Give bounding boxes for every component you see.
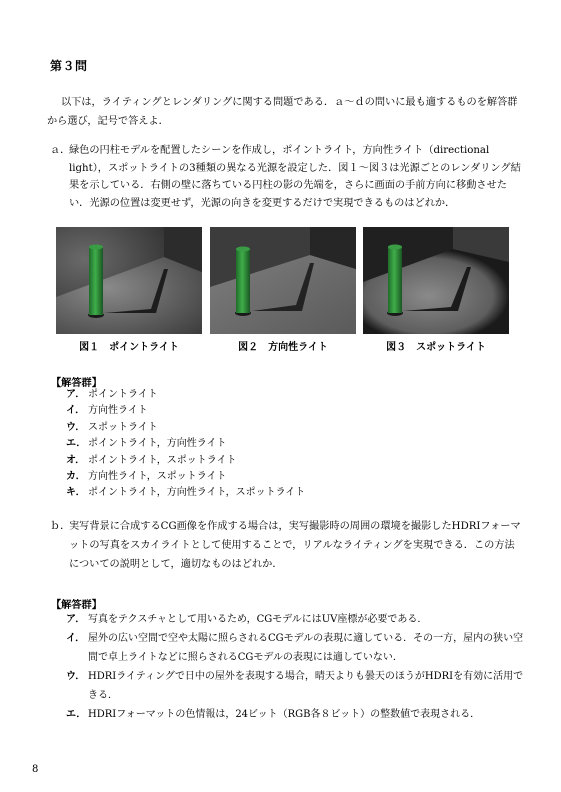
- answer-text: ポイントライト: [88, 389, 158, 400]
- answer-text: ポイントライト，方向性ライト: [88, 438, 227, 450]
- question-a: [50, 142, 522, 212]
- answer-key: エ．: [66, 438, 87, 450]
- answer-option: [66, 453, 305, 469]
- answer-option: [66, 436, 305, 452]
- figure-2-image: [210, 227, 356, 334]
- figure-3-caption: 図３ スポットライト: [386, 342, 486, 353]
- figure-1-caption: 図１ ポイントライト: [79, 342, 179, 353]
- answer-option: [66, 420, 305, 436]
- question-b-text: 実写背景に合成するCG画像を作成する場合は，実写撮影時の周囲の環境を撮影したHDRIフォーマットの写真をスカイライトとして使用することで，リアルなライティングを実現できる．この方法についての説明として，適切なものはどれか．: [69, 521, 521, 570]
- answer-key: ア．: [66, 389, 86, 400]
- answer-key: ウ．: [66, 421, 86, 433]
- answer-group-b: [66, 610, 526, 724]
- answer-option: [66, 629, 526, 667]
- answer-key: ウ．: [66, 671, 86, 682]
- question-b-label: ｂ．: [50, 521, 71, 532]
- question-a-text: 緑色の円柱モデルを配置したシーンを作成し，ポイントライト，方向性ライト（directional light），スポットライトの3種類の異なる光源を設定した．図１～図３は光源ごとのレンダリング結果を示している．右側の壁に落ちている円柱の影の先端を，さらに画面の手前方向に移動させたい．光源の位置は変更せず，光源の向きを変更するだけで実現できるものはどれか．: [69, 145, 521, 209]
- answer-text: 屋外の広い空間で空や太陽に照らされるCGモデルの表現に適している．その一方，屋内の狭い空間で卓上ライトなどに照らされるCGモデルの表現には適していない．: [88, 633, 524, 663]
- answer-key: キ．: [66, 487, 86, 499]
- answer-key: ア．: [66, 614, 86, 625]
- answer-text: 方向性ライト，スポットライト: [88, 471, 227, 483]
- question-a-label: ａ．: [50, 145, 71, 156]
- answer-text: HDRIライティングで日中の屋外を表現する場合，晴天よりも曇天のほうがHDRIを有効に活用できる．: [88, 671, 524, 701]
- answer-option: [66, 387, 305, 403]
- page-number: 8: [32, 764, 39, 775]
- answer-text: 写真をテクスチャとして用いるため，CGモデルにはUV座標が必要である．: [88, 614, 428, 625]
- figure-3-image: [363, 227, 509, 334]
- answer-text: 方向性ライト: [88, 405, 148, 417]
- answer-key: カ．: [66, 471, 86, 483]
- question-heading: 第３問: [50, 59, 88, 73]
- figure-1-image: [56, 227, 202, 334]
- answer-key: イ．: [66, 633, 86, 644]
- answer-text: ポイントライト，スポットライト: [88, 454, 237, 466]
- answer-option: [66, 469, 305, 485]
- answer-group-a: [66, 387, 305, 502]
- answer-group-a-heading: 【解答群】: [51, 377, 102, 389]
- figure-2-caption: 図２ 方向性ライト: [238, 342, 328, 353]
- answer-key: エ．: [66, 709, 87, 720]
- answer-option: [66, 667, 526, 705]
- answer-option: [66, 610, 526, 629]
- intro-text: 以下は，ライティングとレンダリングに関する問題である．ａ～ｄの問いに最も適するものを解答群から選び，記号で答えよ．: [47, 97, 518, 127]
- answer-option: [66, 403, 305, 419]
- question-b: [50, 517, 522, 574]
- answer-key: オ．: [66, 454, 86, 466]
- answer-text: スポットライト: [88, 421, 158, 433]
- answer-option: [66, 485, 305, 501]
- answer-key: イ．: [66, 405, 86, 417]
- answer-group-b-heading: 【解答群】: [51, 599, 102, 611]
- answer-text: HDRIフォーマットの色情報は，24ビット（RGB各８ビット）の整数値で表現される．: [88, 709, 481, 720]
- answer-text: ポイントライト，方向性ライト，スポットライト: [88, 487, 306, 499]
- answer-option: [66, 705, 526, 724]
